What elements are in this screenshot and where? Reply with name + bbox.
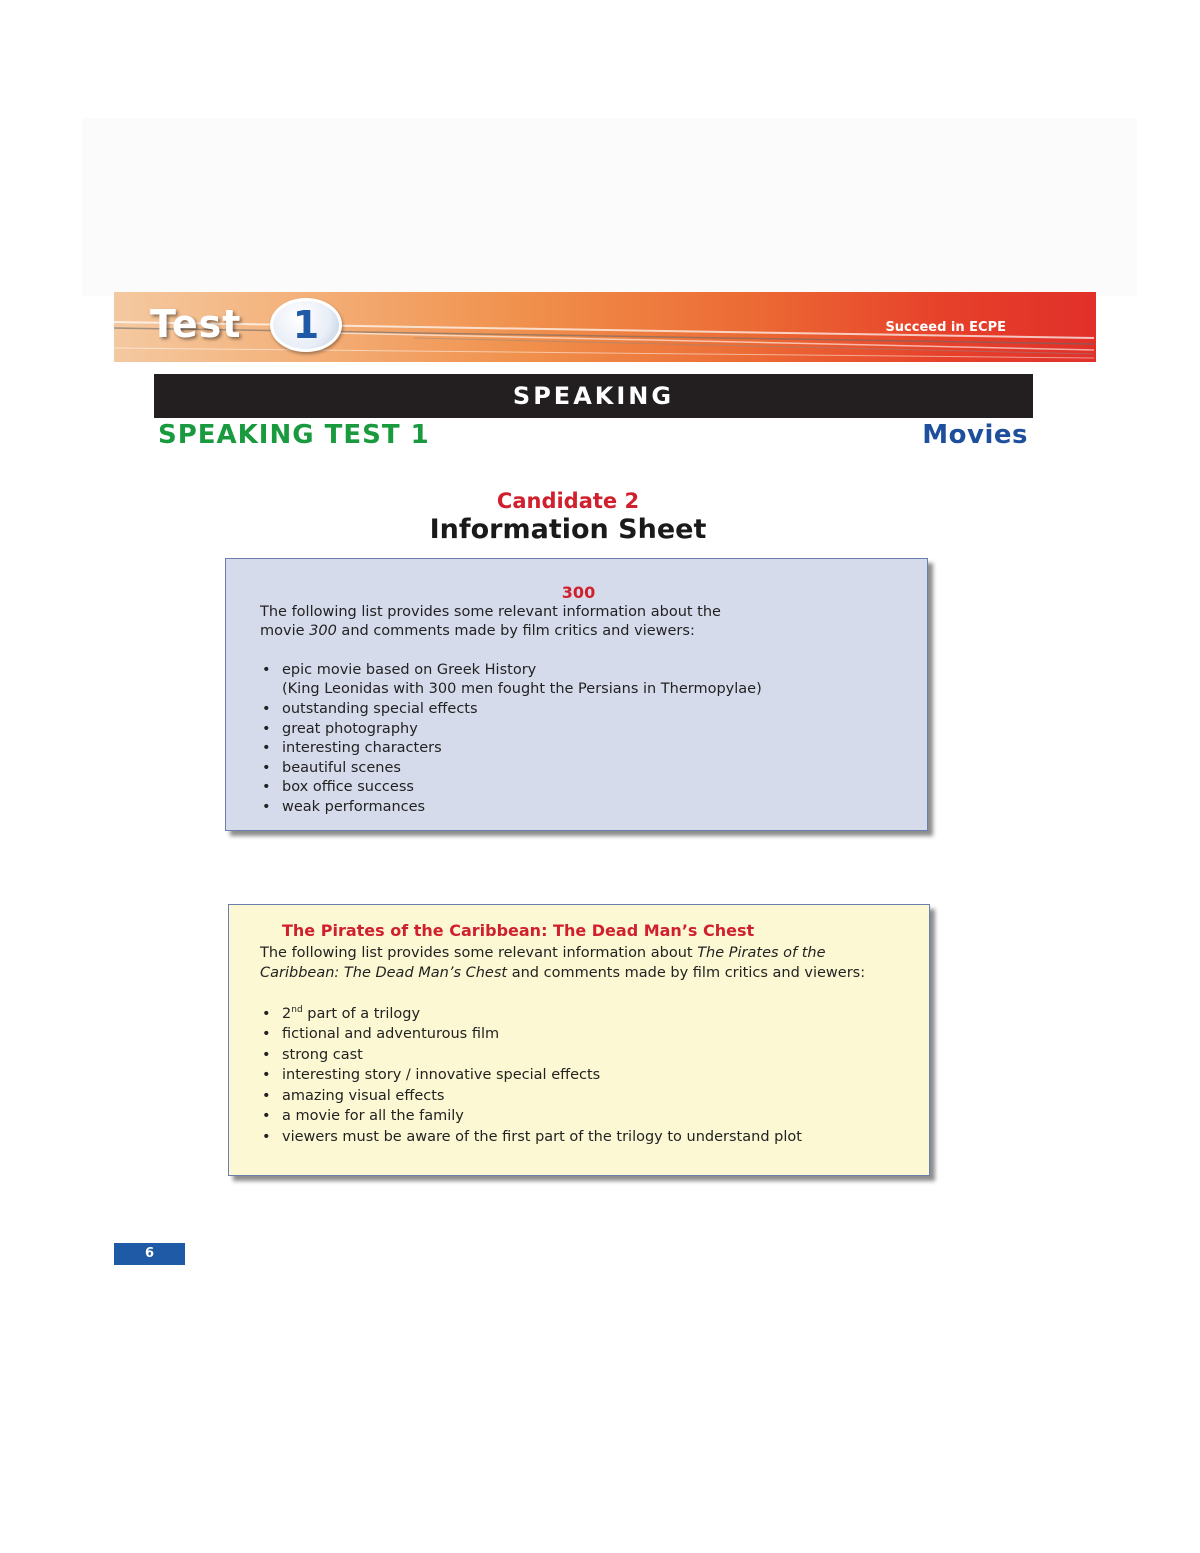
list-item-text: fictional and adventurous film bbox=[282, 1026, 500, 1043]
test-label: Test bbox=[150, 302, 242, 346]
top-band bbox=[82, 118, 1137, 296]
intro-line: The following list provides some relevant information about the bbox=[260, 603, 721, 620]
list-item-text: great photography bbox=[282, 720, 418, 737]
list-item-text: strong cast bbox=[282, 1046, 363, 1063]
list-item-note bbox=[260, 680, 897, 700]
candidate-heading: Candidate 2 bbox=[496, 489, 640, 513]
list-item bbox=[260, 759, 897, 779]
list-item bbox=[260, 720, 897, 740]
list-item bbox=[260, 1024, 899, 1045]
bullet-icon: • bbox=[262, 1046, 271, 1063]
bullet-icon: • bbox=[262, 720, 271, 737]
info-box-pirates bbox=[228, 904, 930, 1176]
speaking-test-title: SPEAKING TEST 1 bbox=[158, 420, 430, 450]
bullet-icon: • bbox=[262, 740, 271, 757]
ordinal-suffix: nd bbox=[291, 1004, 303, 1015]
list-item bbox=[260, 1127, 899, 1148]
box-intro bbox=[260, 603, 897, 642]
intro-line bbox=[260, 622, 897, 642]
list-item bbox=[260, 1045, 899, 1066]
list-item bbox=[260, 739, 897, 759]
intro-text: and comments made by film critics and viewers: bbox=[507, 965, 866, 982]
intro-emphasis: The Pirates of the Caribbean: The Dead Man’s Chest bbox=[260, 944, 826, 982]
list-item bbox=[260, 1065, 899, 1086]
list-item-note-text: (King Leonidas with 300 men fought the Persians in Thermopylae) bbox=[282, 681, 762, 698]
list-item bbox=[260, 1086, 899, 1107]
list-item-text: viewers must be aware of the first part of the trilogy to understand plot bbox=[282, 1128, 802, 1145]
list-item-text: 2 bbox=[282, 1005, 292, 1022]
bullet-icon: • bbox=[262, 759, 271, 776]
list-item-text: a movie for all the family bbox=[282, 1108, 464, 1125]
information-sheet-heading: Information Sheet bbox=[429, 514, 707, 545]
header-banner bbox=[114, 292, 1096, 362]
intro-text: and comments made by film critics and viewers: bbox=[336, 623, 695, 640]
info-list bbox=[260, 661, 897, 818]
list-item-text: interesting story / innovative special effects bbox=[282, 1067, 601, 1084]
bullet-icon: • bbox=[262, 1087, 271, 1104]
list-item bbox=[260, 778, 897, 798]
list-item-text: part of a trilogy bbox=[302, 1005, 421, 1022]
bullet-icon: • bbox=[262, 1128, 271, 1145]
bullet-icon: • bbox=[262, 1026, 271, 1043]
intro-emphasis: 300 bbox=[309, 623, 337, 640]
brand-label: Succeed in ECPE bbox=[885, 320, 1006, 335]
test-number-badge: 1 bbox=[270, 298, 342, 352]
bullet-icon: • bbox=[262, 1005, 271, 1022]
list-item bbox=[260, 661, 897, 681]
page-number: 6 bbox=[114, 1243, 185, 1265]
bullet-icon: • bbox=[262, 798, 271, 815]
list-item bbox=[260, 1106, 899, 1127]
list-item bbox=[260, 798, 897, 818]
list-item-text: epic movie based on Greek History bbox=[282, 661, 537, 678]
list-item-text: outstanding special effects bbox=[282, 700, 478, 717]
info-box-300 bbox=[225, 558, 928, 831]
list-item bbox=[260, 1004, 899, 1025]
list-item-text: interesting characters bbox=[282, 740, 442, 757]
box-intro bbox=[260, 943, 899, 984]
bullet-icon: • bbox=[262, 1108, 271, 1125]
list-item-text: amazing visual effects bbox=[282, 1087, 445, 1104]
list-item bbox=[260, 700, 897, 720]
bullet-icon: • bbox=[262, 779, 271, 796]
section-title: SPEAKING bbox=[154, 374, 1033, 418]
bullet-icon: • bbox=[262, 661, 271, 678]
topic-title: Movies bbox=[922, 420, 1028, 450]
bullet-icon: • bbox=[262, 1067, 271, 1084]
info-list bbox=[260, 1004, 899, 1148]
box-title: 300 bbox=[561, 583, 596, 602]
list-item-text: box office success bbox=[282, 779, 414, 796]
intro-text: The following list provides some relevant information about bbox=[260, 944, 698, 961]
list-item-text: beautiful scenes bbox=[282, 759, 401, 776]
list-item-text: weak performances bbox=[282, 798, 426, 815]
intro-text: movie bbox=[260, 623, 310, 640]
box-title: The Pirates of the Caribbean: The Dead Man’s Chest bbox=[282, 921, 755, 940]
bullet-icon: • bbox=[262, 700, 271, 717]
